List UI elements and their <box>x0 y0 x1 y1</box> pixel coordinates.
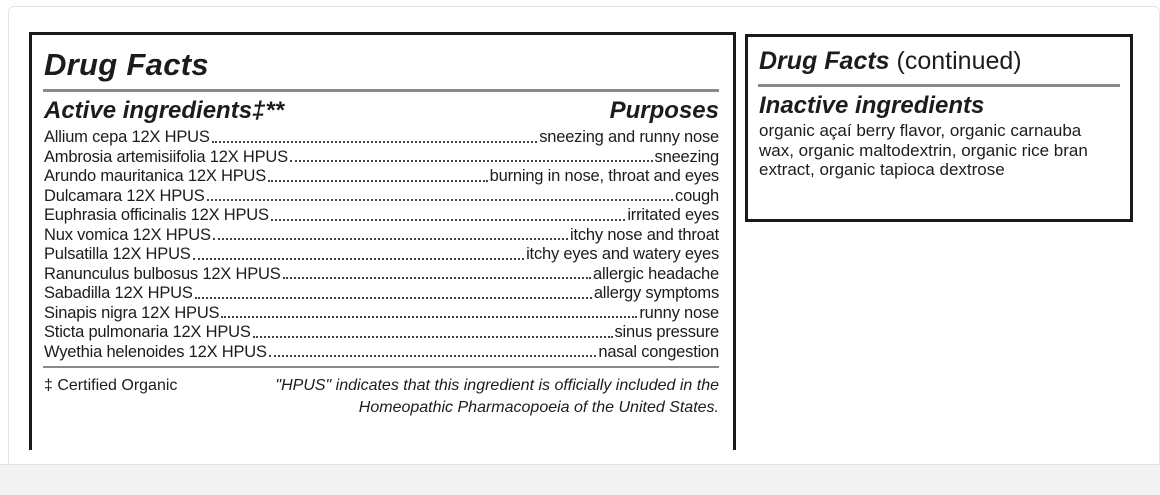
ingredient-row <box>44 206 719 226</box>
drug-facts-panel <box>29 32 736 450</box>
ingredient-purpose: allergy symptoms <box>593 284 719 302</box>
ingredient-name: Ranunculus bulbosus 12X HPUS <box>44 264 281 283</box>
footnote-divider <box>43 366 719 368</box>
ingredient-name: Sinapis nigra 12X HPUS <box>44 303 220 322</box>
ingredient-row <box>44 187 719 207</box>
ingredient-purpose: sneezing and runny nose <box>539 128 719 146</box>
dot-leader <box>269 355 597 357</box>
ingredient-name: Sabadilla 12X HPUS <box>44 284 193 302</box>
dot-leader <box>221 316 637 318</box>
active-ingredients-heading: Active ingredients‡** <box>44 97 285 124</box>
dot-leader <box>195 297 592 299</box>
dot-leader <box>213 238 568 240</box>
continued-divider <box>758 84 1120 87</box>
ingredient-row <box>44 284 719 304</box>
ingredient-purpose: burning in nose, throat and eyes <box>489 167 719 185</box>
dot-leader <box>193 258 524 260</box>
certified-organic-note: ‡ Certified Organic <box>44 377 178 394</box>
ingredient-name: Sticta pulmonaria 12X HPUS <box>44 323 251 341</box>
ingredient-name: Allium cepa 12X HPUS <box>44 128 210 146</box>
ingredient-purpose: itchy eyes and watery eyes <box>526 245 719 263</box>
inactive-ingredients-text: organic açaí berry flavor, organic carnauba wax, organic maltodextrin, organic rice bran extract, organic tapioca dextrose <box>759 121 1088 179</box>
ingredient-row <box>44 128 719 148</box>
ingredient-row <box>44 304 719 324</box>
ingredients-header <box>44 97 719 125</box>
ingredient-purpose: runny nose <box>639 303 719 322</box>
title-divider <box>43 89 719 92</box>
ingredient-list <box>44 128 719 362</box>
ingredient-purpose: nasal congestion <box>598 342 719 361</box>
ingredient-row <box>44 226 719 246</box>
ingredient-name: Nux vomica 12X HPUS <box>44 225 211 244</box>
ingredient-purpose: irritated eyes <box>627 206 719 224</box>
dot-leader <box>271 219 626 221</box>
ingredient-row <box>44 323 719 343</box>
continued-title-rest: (continued) <box>889 47 1022 75</box>
ingredient-name: Wyethia helenoides 12X HPUS <box>44 342 267 361</box>
inactive-ingredients-heading: Inactive ingredients <box>759 92 985 119</box>
hpus-note: "HPUS" indicates that this ingredient is officially included in the Homeopathic Pharmacopoeia of the United States. <box>275 377 719 416</box>
ingredient-row <box>44 148 719 168</box>
dot-leader <box>212 141 538 143</box>
ingredient-row <box>44 343 719 363</box>
ingredient-purpose: sneezing <box>654 147 719 166</box>
purposes-heading: Purposes <box>609 97 719 124</box>
continued-title-bold: Drug Facts <box>759 47 890 75</box>
ingredient-name: Euphrasia officinalis 12X HPUS <box>44 206 269 224</box>
ingredient-name: Pulsatilla 12X HPUS <box>44 245 191 263</box>
ingredient-name: Dulcamara 12X HPUS <box>44 186 205 205</box>
dot-leader <box>290 160 653 162</box>
ingredient-purpose: sinus pressure <box>614 323 719 341</box>
drug-facts-title: Drug Facts <box>44 47 209 82</box>
ingredient-name: Arundo mauritanica 12X HPUS <box>44 167 267 185</box>
continued-title <box>759 47 1022 76</box>
dot-leader <box>283 277 592 279</box>
dot-leader <box>268 180 488 182</box>
drug-facts-continued-panel <box>745 34 1133 222</box>
ingredient-name: Ambrosia artemisiifolia 12X HPUS <box>44 147 288 166</box>
ingredient-row <box>44 245 719 265</box>
ingredient-row <box>44 167 719 187</box>
dot-leader <box>253 336 613 338</box>
dot-leader <box>207 199 673 201</box>
bottom-strip <box>0 464 1160 495</box>
ingredient-row <box>44 265 719 285</box>
ingredient-purpose: allergic headache <box>593 264 719 283</box>
ingredient-purpose: itchy nose and throat <box>570 225 719 244</box>
ingredient-purpose: cough <box>675 186 719 205</box>
